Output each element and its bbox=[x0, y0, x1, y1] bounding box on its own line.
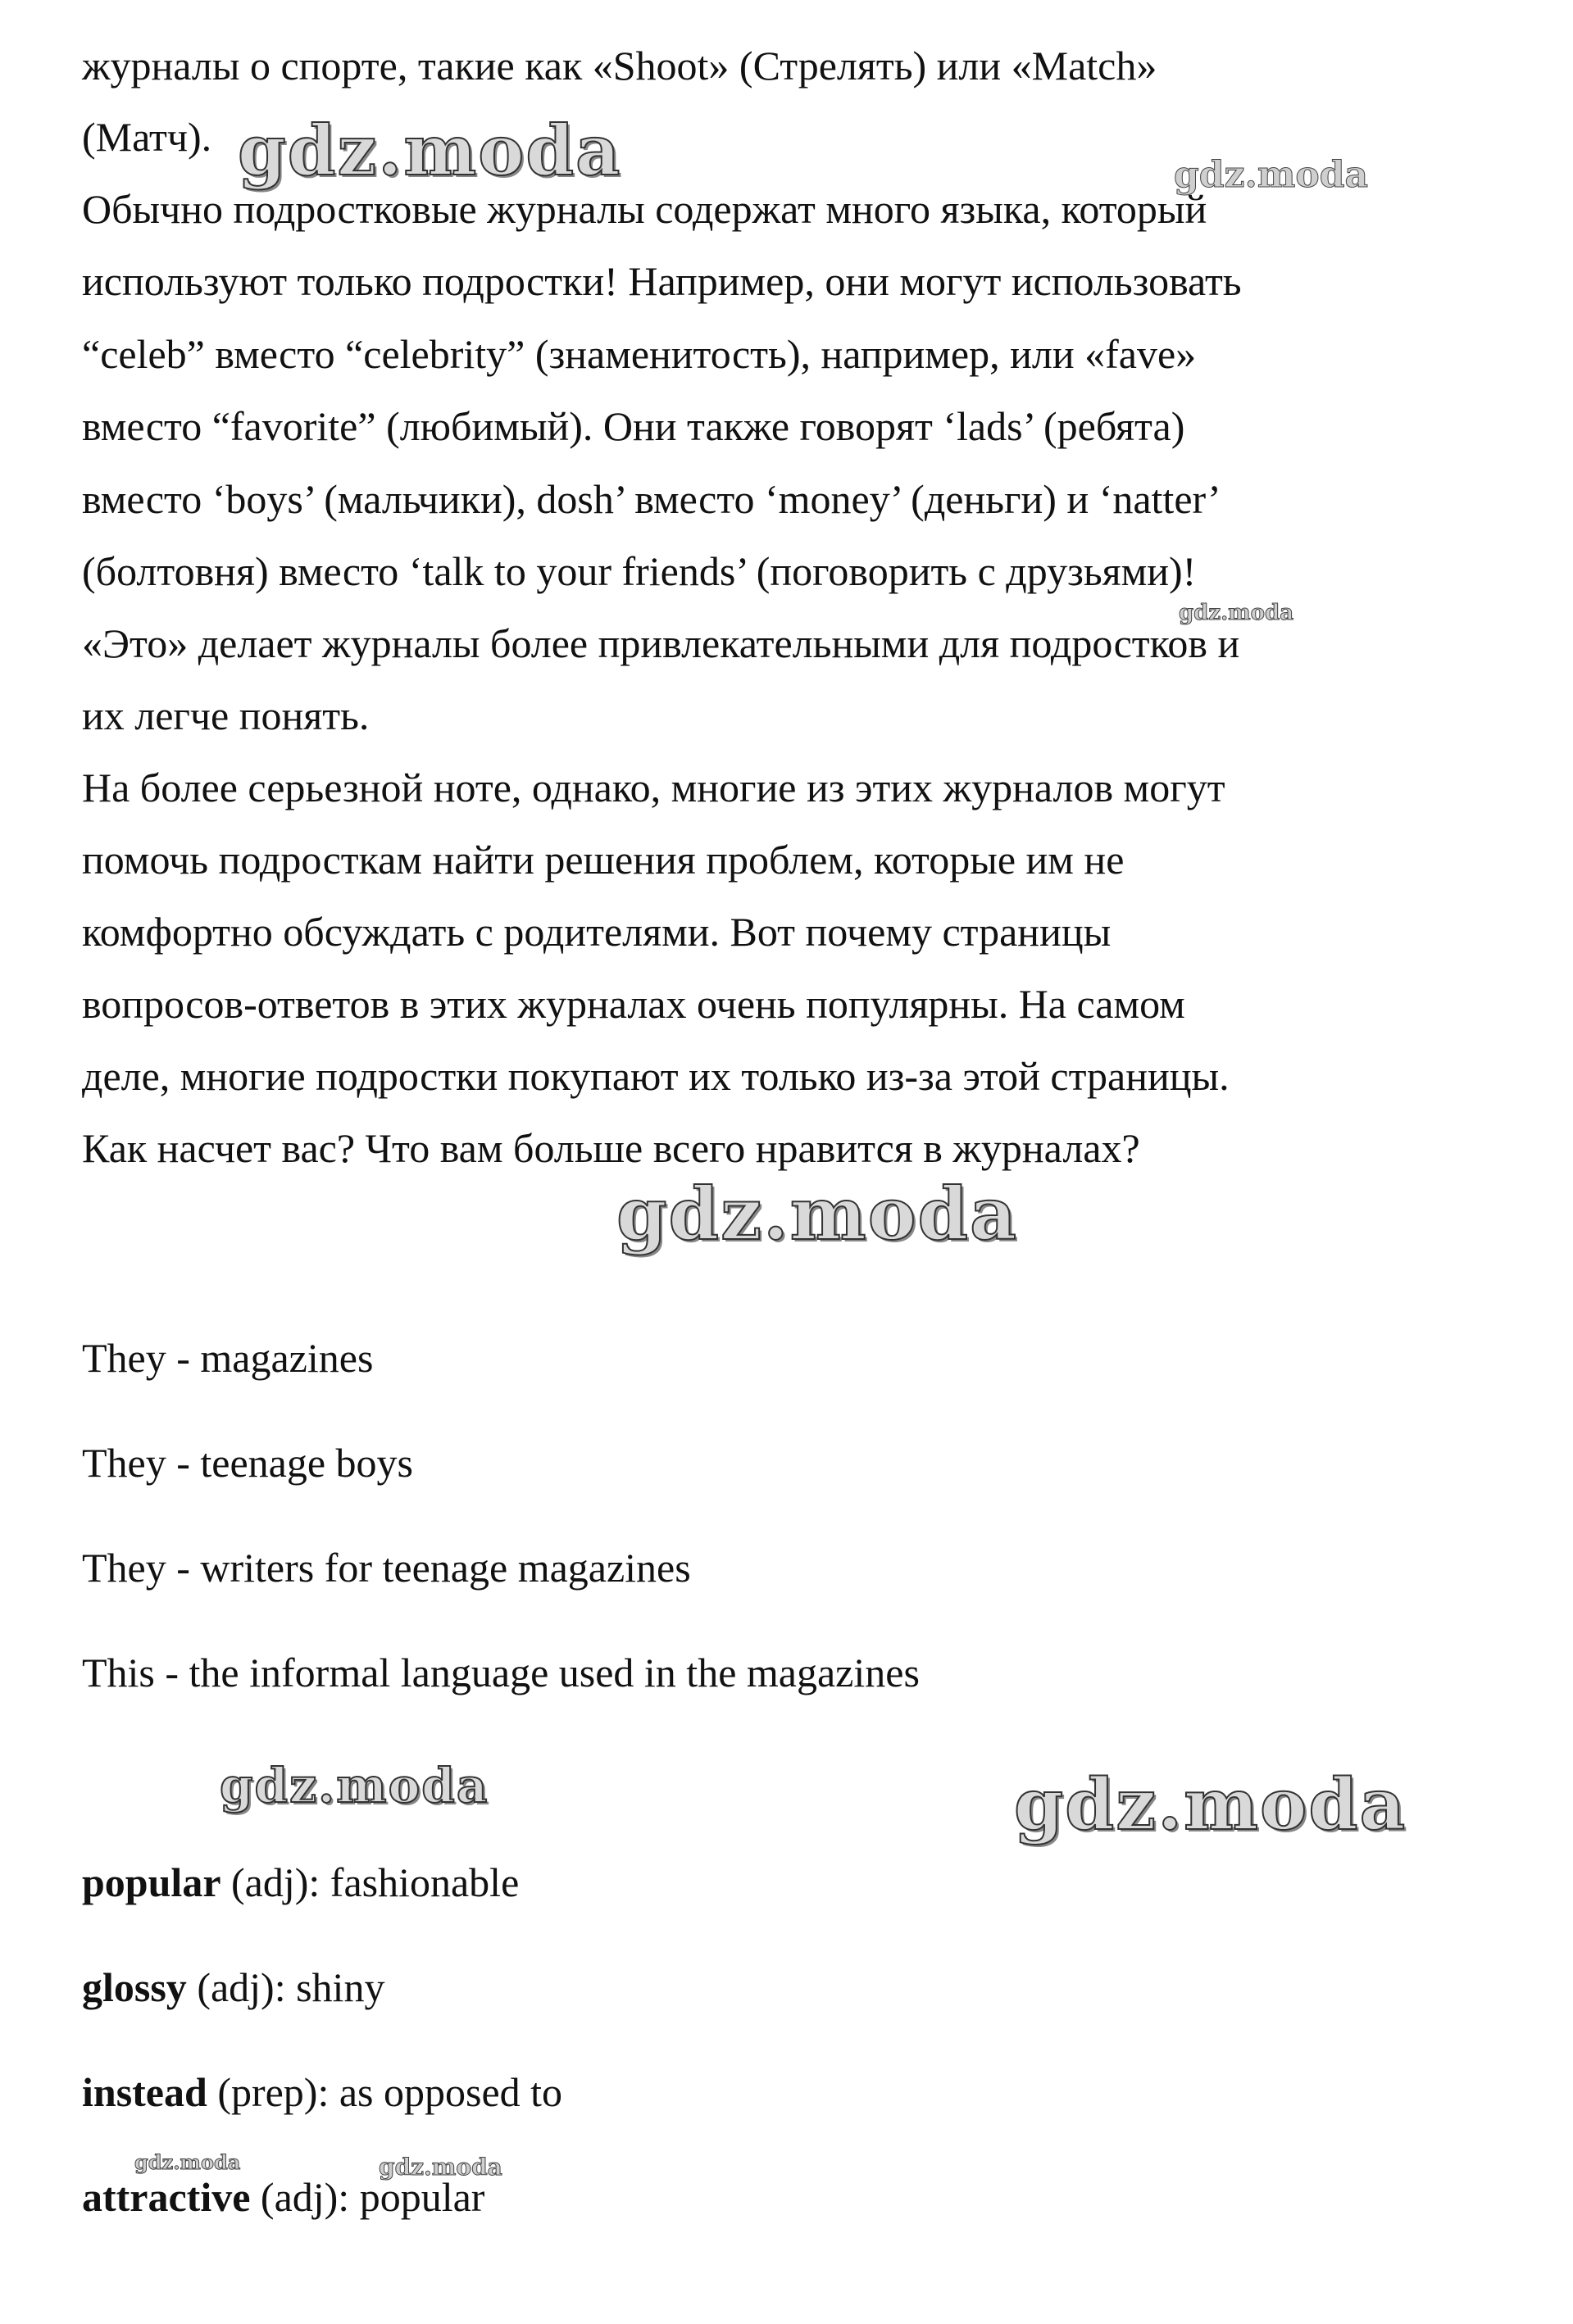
text-line: их легче понять. bbox=[82, 692, 370, 738]
vocab-item bbox=[82, 1963, 384, 2012]
text-line: используют только подростки! Например, они могут использовать bbox=[82, 258, 1242, 304]
watermark: gdz.moda bbox=[1014, 1763, 1407, 1846]
text-line: «Это» делает журналы более привлекательными для подростков и bbox=[82, 620, 1240, 666]
watermark: gdz.moda bbox=[1179, 601, 1294, 625]
reference-item: They - writers for teenage magazines bbox=[82, 1545, 691, 1591]
vocab-meaning: shiny bbox=[296, 1964, 385, 2010]
watermark: gdz.moda bbox=[134, 2150, 241, 2174]
vocab-meaning: as opposed to bbox=[339, 2069, 563, 2115]
text-line: Обычно подростковые журналы содержат много языка, который bbox=[82, 186, 1207, 232]
reference-item: They - magazines bbox=[82, 1335, 374, 1381]
vocab-word: glossy bbox=[82, 1964, 187, 2010]
reference-item: They - teenage boys bbox=[82, 1440, 414, 1486]
vocab-meaning: popular bbox=[359, 2174, 485, 2220]
vocab-meaning: fashionable bbox=[330, 1859, 520, 1905]
text-line: “celeb” вместо “celebrity” (знаменитость), например, или «fave» bbox=[82, 331, 1197, 377]
vocab-word: attractive bbox=[82, 2174, 251, 2220]
vocab-word: popular bbox=[82, 1859, 221, 1905]
vocab-item bbox=[82, 2068, 562, 2117]
watermark: gdz.moda bbox=[379, 2154, 502, 2181]
text-line: помочь подросткам найти решения проблем, которые им не bbox=[82, 837, 1125, 883]
watermark: gdz.moda bbox=[238, 110, 622, 191]
vocab-pos: (adj): bbox=[250, 2174, 360, 2220]
vocab-pos: (adj): bbox=[186, 1964, 297, 2010]
vocab-pos: (prep): bbox=[207, 2069, 339, 2115]
text-line: вопросов-ответов в этих журналах очень популярны. На самом bbox=[82, 981, 1185, 1027]
watermark: gdz.moda bbox=[220, 1758, 489, 1813]
text-line: (Матч). bbox=[82, 114, 212, 160]
text-line: вместо “favorite” (любимый). Они также говорят ‘lads’ (ребята) bbox=[82, 403, 1185, 449]
text-line: На более серьезной ноте, однако, многие из этих журналов могут bbox=[82, 765, 1225, 810]
text-line: журналы о спорте, такие как «Shoot» (Стрелять) или «Match» bbox=[82, 43, 1157, 89]
text-line: деле, многие подростки покупают их только из-за этой страницы. bbox=[82, 1053, 1230, 1099]
watermark: gdz.moda bbox=[1174, 154, 1369, 196]
text-line: Как насчет вас? Что вам больше всего нравится в журналах? bbox=[82, 1125, 1140, 1171]
text-line: комфортно обсуждать с родителями. Вот почему страницы bbox=[82, 909, 1112, 955]
vocab-item bbox=[82, 1858, 519, 1907]
watermark: gdz.moda bbox=[616, 1171, 1019, 1256]
vocab-word: instead bbox=[82, 2069, 207, 2115]
reference-item: This - the informal language used in the magazines bbox=[82, 1650, 920, 1695]
vocab-pos: (adj): bbox=[220, 1859, 330, 1905]
text-line: (болтовня) вместо ‘talk to your friends’ (поговорить с друзьями)! bbox=[82, 548, 1197, 594]
text-line: вместо ‘boys’ (мальчики), dosh’ вместо ‘money’ (деньги) и ‘natter’ bbox=[82, 476, 1221, 522]
